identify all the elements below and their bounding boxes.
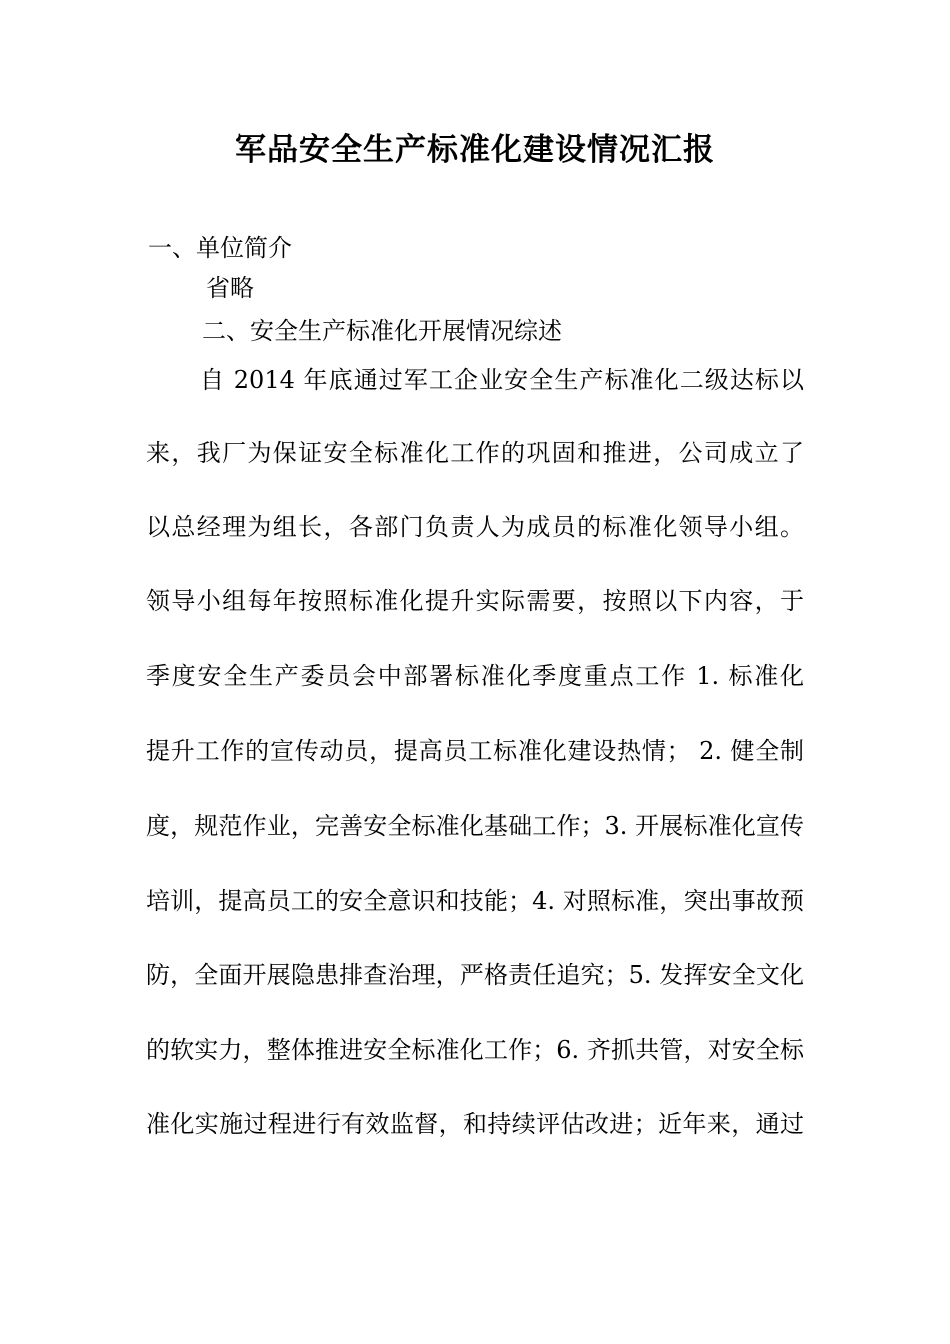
section-heading-unit-intro: 一、单位简介 [148,234,292,262]
body-line-8: 培训，提高员工的安全意识和技能；4. 对照标准，突出事故预 [146,887,804,915]
body-line-3: 以总经理为组长，各部门负责人为成员的标准化领导小组。 [146,513,804,541]
document-title: 军品安全生产标准化建设情况汇报 [235,132,715,168]
body-line-5: 季度安全生产委员会中部署标准化季度重点工作 1. 标准化 [146,662,804,690]
body-line-2: 来，我厂为保证安全标准化工作的巩固和推进，公司成立了 [146,439,804,467]
body-line-6: 提升工作的宣传动员，提高员工标准化建设热情； 2. 健全制 [146,737,804,765]
body-line-10: 的软实力，整体推进安全标准化工作；6. 齐抓共管，对安全标 [146,1036,804,1064]
body-line-11: 准化实施过程进行有效监督，和持续评估改进；近年来，通过 [146,1110,804,1138]
section-body-omitted: 省略 [206,274,254,302]
body-line-4: 领导小组每年按照标准化提升实际需要，按照以下内容，于 [146,587,804,615]
body-line-7: 度，规范作业，完善安全标准化基础工作；3. 开展标准化宣传 [146,812,804,840]
body-line-1: 自 2014 年底通过军工企业安全生产标准化二级达标以 [200,366,804,394]
section-heading-overview: 二、安全生产标准化开展情况综述 [202,317,562,345]
body-line-9: 防，全面开展隐患排查治理，严格责任追究；5. 发挥安全文化 [146,961,804,989]
